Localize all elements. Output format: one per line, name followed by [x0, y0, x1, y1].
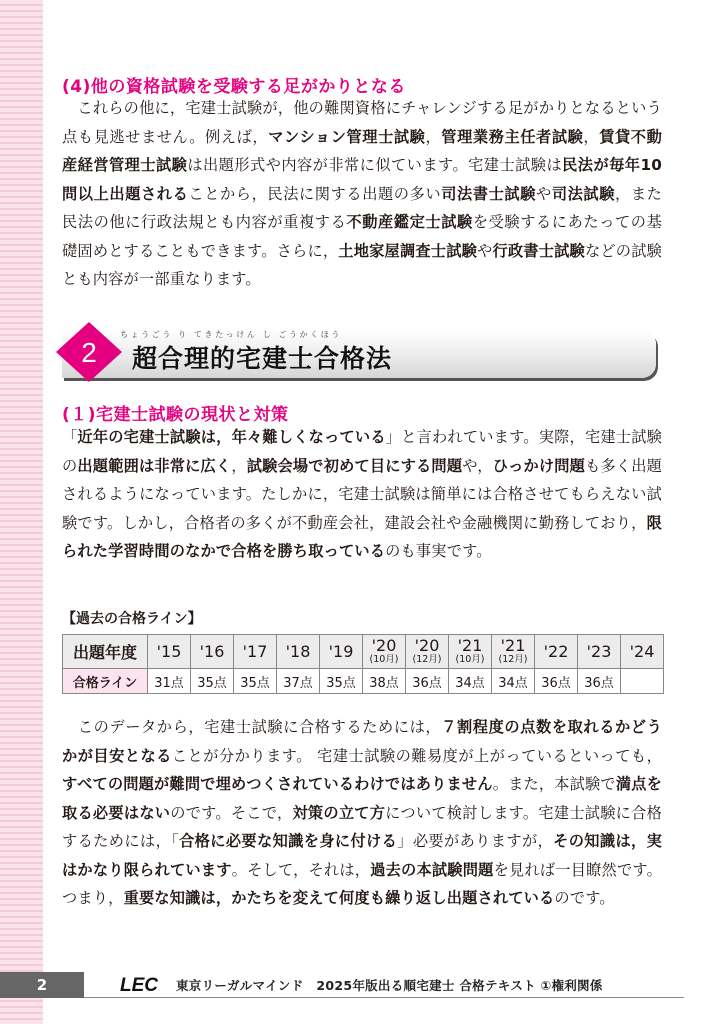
year-cell: [492, 635, 535, 669]
book-title: 2025年版出る順宅建士 合格テキスト ①権利関係: [316, 978, 603, 993]
emphasis-text: 重要な知識は，かたちを変えて何度も繰り返し出題されている: [123, 889, 555, 907]
paragraph-text: ，: [583, 127, 600, 146]
paragraph-text: や: [536, 184, 552, 203]
section-title: 超合理的宅建士合格法: [132, 344, 393, 373]
year-label: '22: [543, 641, 569, 661]
emphasis-text: その知識は，実はかなり限られています: [62, 832, 663, 879]
section-number-badge: [54, 320, 124, 384]
emphasis-text: 司法書士試験: [441, 184, 536, 203]
paragraph-text: ，また民法の他に行政法規とも内容が重複する: [62, 184, 663, 231]
subsection-1-heading: (１)宅建士試験の現状と対策: [62, 405, 289, 425]
emphasis-text: 近年の宅建士試験は，年々難しくなっている: [77, 428, 386, 446]
year-cell: [320, 635, 363, 669]
year-cell: [406, 635, 449, 669]
emphasis-text: 試験会場で初めて目にする問題: [246, 456, 463, 475]
year-label: '19: [328, 641, 354, 661]
emphasis-text: すべての問題が難問で埋めつくされているわけではありません: [62, 775, 493, 793]
emphasis-text: 対策の立て方: [292, 803, 386, 822]
paragraph-text: を見れば一目瞭然です。つまり，: [62, 860, 663, 907]
year-note: (12月): [412, 654, 442, 665]
year-label: '23: [586, 641, 612, 661]
emphasis-text: 賃貸不動産経営管理士試験: [62, 127, 662, 174]
footer-divider: [84, 997, 684, 998]
emphasis-text: 管理業務主任者試験: [441, 127, 584, 146]
year-cell: [277, 635, 320, 669]
emphasis-text: ７割程度の点数を取れるかどうかが目安となる: [62, 718, 662, 765]
lec-logo: [120, 974, 172, 994]
year-cell: [234, 635, 277, 669]
paragraph-text: のです。そこで，: [170, 803, 293, 822]
year-label: '16: [199, 641, 225, 661]
paragraph-text: などの試験とも内容が一部重なります。: [62, 241, 663, 288]
section-title-ruby: ちょうごう り てきたっけん し ごうかくほう: [120, 330, 342, 339]
score-cell: 35点: [234, 669, 277, 694]
page-edge-decoration: [0, 0, 43, 1024]
score-cell: [621, 669, 664, 694]
paragraph-text: ，: [425, 127, 442, 146]
score-cell: 31点: [148, 669, 191, 694]
row-header-score: 合格ライン: [63, 669, 148, 694]
year-label: '24: [629, 641, 655, 661]
paragraph-text: は出題形式や内容が非常に似ています。宅建士試験は: [187, 156, 563, 174]
emphasis-text: 出題範囲は非常に広く: [77, 456, 232, 475]
paragraph-text: ，: [231, 456, 247, 475]
paragraph-text: 」と言われています。実際，宅建士試験の: [62, 428, 662, 475]
subsection-1-paragraph: [62, 423, 662, 566]
paragraph-text: のです。: [554, 889, 615, 907]
score-cell: 35点: [320, 669, 363, 694]
lec-logo-text: LEC: [120, 975, 158, 994]
score-cell: 36点: [535, 669, 578, 694]
year-cell: [148, 635, 191, 669]
table-row-years: [63, 635, 664, 669]
emphasis-text: 司法試験: [551, 184, 616, 203]
year-label: '15: [156, 641, 182, 661]
paragraph-text: 。そして，それは，: [231, 860, 371, 879]
score-cell: 35点: [191, 669, 234, 694]
paragraph-text: 」必要がありますが，: [397, 832, 554, 850]
emphasis-text: 限られた学習時間のなかで合格を勝ち取っている: [62, 513, 662, 560]
subsection-4-heading: (4)他の資格試験を受験する足がかりとなる: [62, 77, 406, 97]
emphasis-text: 民法が毎年10問以上出題される: [62, 156, 662, 203]
paragraph-text: このデータから，宅建士試験に合格するためには，: [62, 718, 442, 736]
emphasis-text: 満点を取る必要はない: [62, 775, 662, 822]
year-note: (10月): [455, 654, 485, 665]
emphasis-text: ひっかけ問題: [492, 456, 586, 475]
year-label: '17: [242, 641, 268, 661]
paragraph-text: ことが分かります。 宅建士試験の難易度が上がっているといっても，: [171, 746, 662, 765]
paragraph-text: を受験するにあたっての基礎固めとすることもできます。さらに，: [62, 213, 662, 260]
score-cell: 36点: [578, 669, 621, 694]
page-number: 2: [0, 972, 84, 998]
year-cell: [191, 635, 234, 669]
year-cell: [578, 635, 621, 669]
paragraph-text: ことから，民法に関する出題の多い: [188, 184, 442, 203]
score-cell: 34点: [492, 669, 535, 694]
year-cell: [535, 635, 578, 669]
paragraph-text: のも事実です。: [385, 542, 492, 560]
pass-line-table: [62, 634, 664, 694]
publisher-name: 東京リーガルマインド: [176, 978, 304, 993]
paragraph-text: について検討します。宅建士試験に合格するためには，「: [62, 803, 662, 850]
paragraph-text: や，: [462, 456, 493, 475]
year-note: (10月): [369, 654, 399, 665]
emphasis-text: 行政書士試験: [492, 241, 585, 260]
subsection-4-paragraph: [62, 94, 662, 294]
year-label: '21: [457, 636, 483, 655]
paragraph-text: 「: [62, 428, 78, 446]
pass-line-table-caption: 【過去の合格ライン】: [62, 611, 202, 627]
score-cell: 37点: [277, 669, 320, 694]
paragraph-text: 。また，本試験で: [492, 775, 616, 793]
paragraph-text: や: [477, 241, 493, 260]
year-label: '20: [371, 636, 397, 655]
emphasis-text: 不動産鑑定士試験: [346, 213, 473, 231]
year-note: (12月): [498, 654, 528, 665]
paragraph-text: も多く出題されるようになっています。たしかに，宅建士試験は簡単には合格させてもらえない試験です。しかし，合格者の多くが不動産会社，建設会社や金融機関に勤務しており，: [62, 456, 663, 532]
emphasis-text: 合格に必要な知識を身に付ける: [179, 832, 398, 850]
paragraph-text: これらの他に，宅建士試験が，他の難関資格にチャレンジする足がかりとなるという点も見逃せません。例えば，: [62, 99, 662, 146]
section-number: 2: [81, 337, 97, 368]
table-row-scores: [63, 669, 664, 694]
year-label: '20: [414, 636, 440, 655]
score-cell: 36点: [406, 669, 449, 694]
emphasis-text: マンション管理士試験: [268, 127, 426, 146]
year-label: '18: [285, 641, 311, 661]
emphasis-text: 過去の本試験問題: [370, 860, 494, 879]
closing-paragraph: [62, 713, 662, 913]
emphasis-text: 土地家屋調査士試験: [338, 241, 478, 260]
year-cell: [449, 635, 492, 669]
row-header-year: 出題年度: [63, 635, 148, 669]
year-cell: [363, 635, 406, 669]
footer-text: [176, 976, 603, 994]
year-cell: [621, 635, 664, 669]
score-cell: 34点: [449, 669, 492, 694]
year-label: '21: [500, 636, 526, 655]
score-cell: 38点: [363, 669, 406, 694]
